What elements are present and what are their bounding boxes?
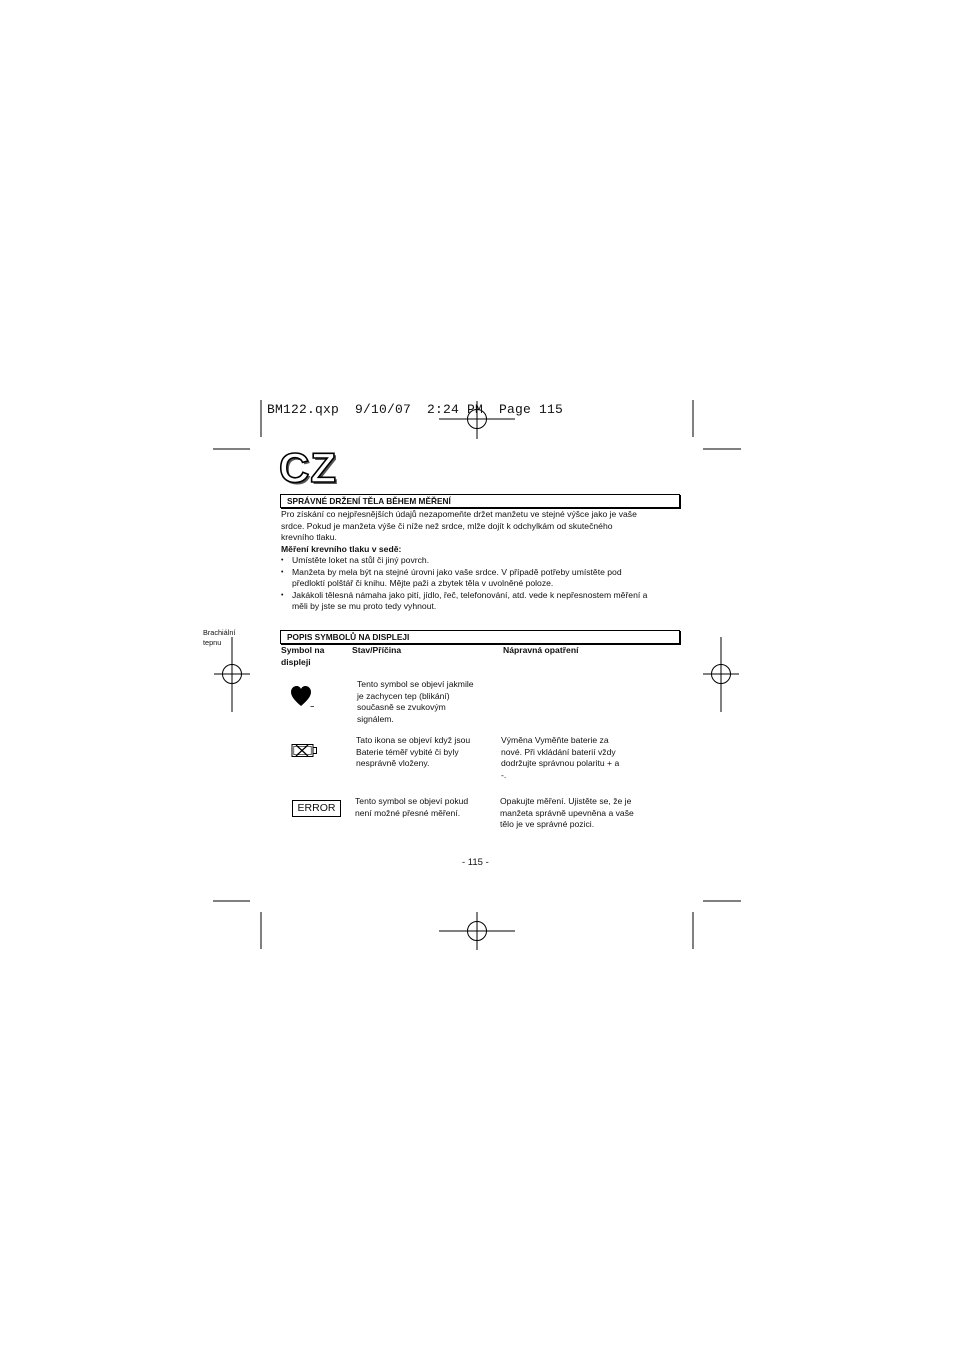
- page-number: - 115 -: [462, 857, 489, 868]
- intro-line: krevního tlaku.: [281, 532, 337, 543]
- battery-empty-icon: [291, 743, 319, 759]
- row-error-status: Tento symbol se objeví pokud není možné přesné měření.: [355, 796, 469, 818]
- column-header-symbol: Symbol na displeji: [281, 645, 325, 667]
- intro-line: srdce. Pokud je manžeta výše či níže než srdce, mlže dojít k odchylkám od skutečného: [281, 520, 613, 531]
- intro-line: Pro získání co nejpřesnějších údajů nezapomeňte držet manžetu ve stejné výšce jako je vaše: [281, 509, 637, 519]
- language-code: CZ: [279, 444, 337, 491]
- side-note: Brachiální tepnu: [203, 628, 236, 647]
- heart-icon: [290, 685, 318, 709]
- row-heart-status: Tento symbol se objeví jakmile je zachycen tep (blikání) současně se zvukovým signálem.: [357, 679, 474, 724]
- column-header-status: Stav/Příčina: [352, 645, 402, 655]
- bullet-item: • Jakákoli tělesná námaha jako pití, jídlo, řeč, telefonování, atd. vede k nepřesnostem měření a měli by jste se mu proto tedy vyhnout.: [281, 590, 676, 613]
- section-title-posture: SPRÁVNÉ DRŽENÍ TĚLA BĚHEM MĚŘENÍ: [280, 494, 680, 508]
- row-error-remedy: Opakujte měření. Ujistěte se, že je manžeta správně upevněna a vaše tělo je ve správné pozici.: [500, 796, 634, 830]
- bullet-list: [281, 555, 676, 613]
- intro-paragraph: [281, 509, 676, 555]
- bullet-item: • Umístěte loket na stůl či jiný povrch.: [281, 555, 676, 567]
- column-header-remedy: Nápravná opatření: [503, 645, 579, 655]
- subheading-sitting: Měření krevního tlaku v sedě:: [281, 543, 402, 554]
- error-label: ERROR: [292, 800, 341, 817]
- section-title-symbols: POPIS SYMBOLŮ NA DISPLEJI: [280, 630, 680, 644]
- bullet-item: • Manžeta by mela být na stejné úrovni jako vaše srdce. V případě potřeby umístěte pod předloktí polštář či knihu. Mějte paži a zbytek těla v uvolněné poloze.: [281, 567, 676, 590]
- row-battery-status: Tato ikona se objeví když jsou Baterie téměř vybité či byly nesprávně vloženy.: [356, 735, 471, 769]
- row-battery-remedy: Výměna Vyměňte baterie za nové. Při vkládání baterií vždy dodržujte správnou polaritu + a -.: [501, 735, 620, 780]
- print-slug: BM122.qxp 9/10/07 2:24 PM Page 115: [267, 402, 564, 417]
